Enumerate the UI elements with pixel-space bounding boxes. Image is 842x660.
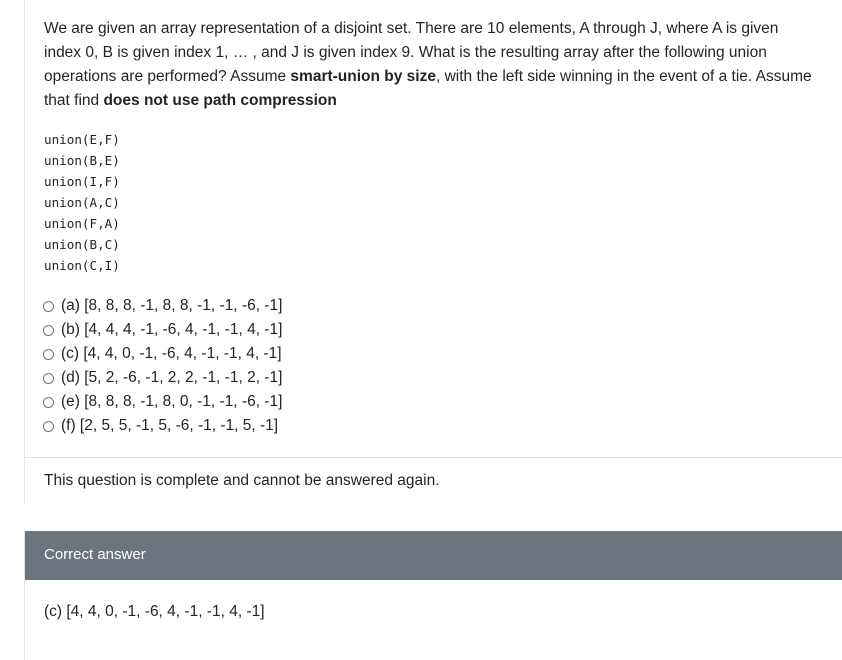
- option-c[interactable]: [43, 342, 282, 366]
- option-d[interactable]: [43, 366, 282, 390]
- question-text-bold-no-path-compression: does not use path compression: [103, 92, 337, 109]
- completion-status-text: This question is complete and cannot be answered again.: [44, 472, 440, 489]
- radio-button[interactable]: [43, 421, 54, 432]
- question-text-bold-smart-union: smart-union by size: [290, 68, 436, 85]
- code-line: union(B,E): [44, 153, 120, 168]
- code-line: union(I,F): [44, 174, 120, 189]
- option-label: (a) [8, 8, 8, -1, 8, 8, -1, -1, -6, -1]: [61, 297, 283, 314]
- option-e[interactable]: [43, 390, 282, 414]
- radio-button[interactable]: [43, 373, 54, 384]
- option-label: (f) [2, 5, 5, -1, 5, -6, -1, -1, 5, -1]: [61, 417, 279, 434]
- code-line: union(E,F): [44, 132, 120, 147]
- option-a[interactable]: [43, 294, 282, 318]
- correct-answer-value: (c) [4, 4, 0, -1, -6, 4, -1, -1, 4, -1]: [44, 603, 265, 620]
- option-label: (c) [4, 4, 0, -1, -6, 4, -1, -1, 4, -1]: [61, 345, 282, 362]
- question-text-part-1: We are given an array representation of a disjoint set. There are 10 elements, A through J, where A is given index 0, B is given index 1, … , and J is given index 9. What is the resulting array after the following union operations are performed? Assume: [44, 20, 779, 85]
- code-line: union(B,C): [44, 237, 120, 252]
- correct-answer-header: [25, 531, 842, 580]
- radio-button[interactable]: [43, 325, 54, 336]
- correct-answer-title: Correct answer: [44, 546, 146, 563]
- question-text: [44, 17, 814, 113]
- code-line: union(F,A): [44, 216, 120, 231]
- question-card: [24, 0, 842, 505]
- radio-button[interactable]: [43, 397, 54, 408]
- option-label: (e) [8, 8, 8, -1, 8, 0, -1, -1, -6, -1]: [61, 393, 283, 410]
- radio-button[interactable]: [43, 349, 54, 360]
- option-f[interactable]: [43, 414, 282, 438]
- code-line: union(A,C): [44, 195, 120, 210]
- union-operations-code: [44, 129, 120, 276]
- option-label: (b) [4, 4, 4, -1, -6, 4, -1, -1, 4, -1]: [61, 321, 283, 338]
- completion-status-box: [25, 457, 842, 505]
- answer-options: [43, 294, 282, 438]
- option-label: (d) [5, 2, -6, -1, 2, 2, -1, -1, 2, -1]: [61, 369, 283, 386]
- question-text-part-2: , with the left side winning in the event of a tie. Assume that find: [44, 68, 812, 109]
- correct-answer-card: [24, 531, 842, 660]
- radio-button[interactable]: [43, 301, 54, 312]
- code-line: union(C,I): [44, 258, 120, 273]
- option-b[interactable]: [43, 318, 282, 342]
